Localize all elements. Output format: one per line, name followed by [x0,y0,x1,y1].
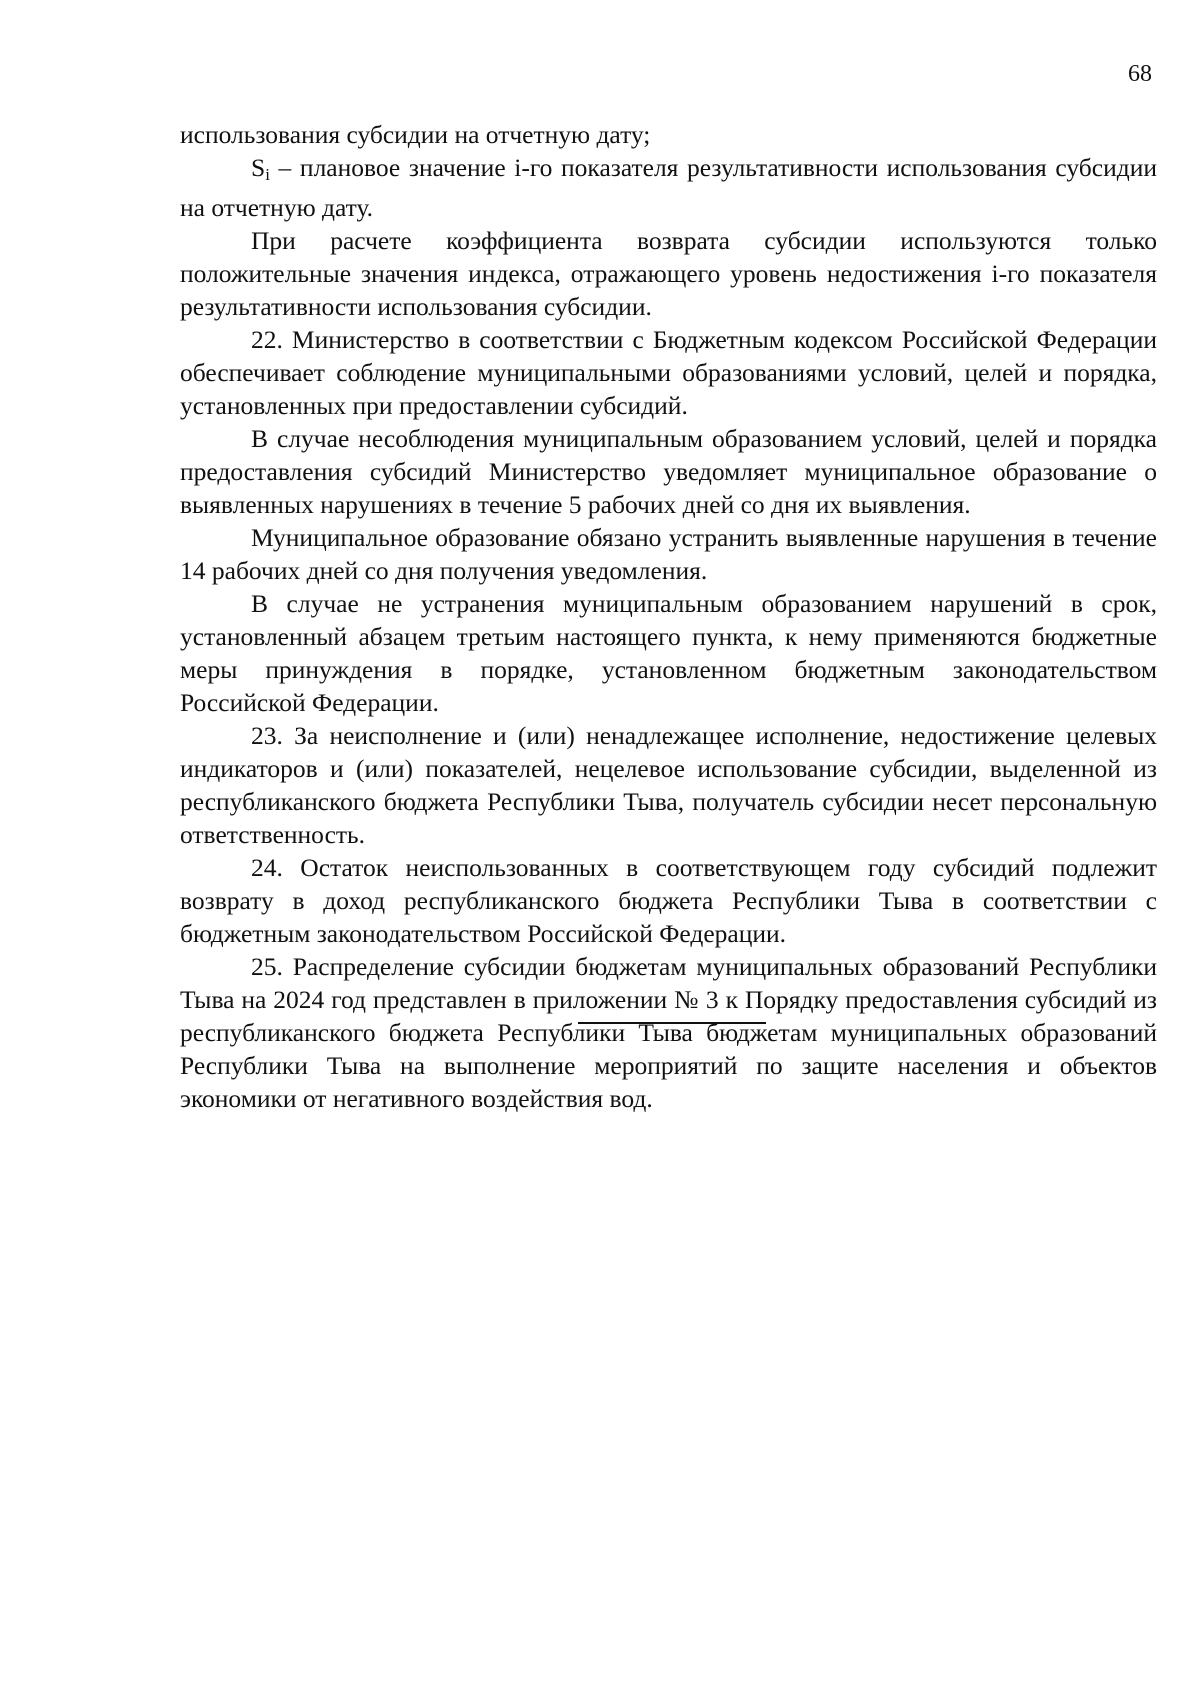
paragraph-si-definition [180,151,1157,224]
page-number: 68 [1128,61,1152,87]
paragraph-enforcement-measures: В случае не устранения муниципальным образованием нарушений в срок, установленный абзацем третьим настоящего пункта, к нему применяются бюджетные меры принуждения в порядке, установленном бюджетным законодательством Российской Федерации. [180,589,1157,717]
symbol-s: S [251,153,266,182]
document-body [180,118,1157,1115]
paragraph-elimination-term: Муниципальное образование обязано устранить выявленные нарушения в течение 14 рабочих дней со дня получения уведомления. [180,523,1157,585]
paragraph-item-25: 25. Распределение субсидии бюджетам муниципальных образований Республики Тыва на 2024 год представлен в приложении № 3 к Порядку предоставления субсидий из республиканского бюджета Республики Тыва бюджетам муниципальных образований Республики Тыва на выполнение мероприятий по защите населения и объектов экономики от негативного воздействия вод. [180,952,1157,1113]
si-definition-text: – плановое значение i-го показателя результативности использования субсидии на отчетную дату. [180,153,1157,222]
paragraph-item-22: 22. Министерство в соответствии с Бюджетным кодексом Российской Федерации обеспечивает соблюдение муниципальными образованиями условий, целей и порядка, установленных при предоставлении субсидий. [180,325,1157,420]
paragraph-positive-values: При расчете коэффициента возврата субсидии используются только положительные значения индекса, отражающего уровень недостижения i-го показателя результативности использования субсидии. [180,226,1157,321]
paragraph-violation-notice: В случае несоблюдения муниципальным образованием условий, целей и порядка предоставления субсидий Министерство уведомляет муниципальное образование о выявленных нарушениях в течение 5 рабочих дней со дня их выявления. [180,424,1157,519]
paragraph-item-23: 23. За неисполнение и (или) ненадлежащее исполнение, недостижение целевых индикаторов и (или) показателей, нецелевое использование субсидии, выделенной из республиканского бюджета Республики Тыва, получатель субсидии несет персональную ответственность. [180,721,1157,849]
end-of-document-rule [578,1022,766,1024]
paragraph-item-24: 24. Остаток неиспользованных в соответствующем году субсидий подлежит возврату в доход республиканского бюджета Республики Тыва в соответствии с бюджетным законодательством Российской Федерации. [180,853,1157,948]
symbol-subscript-i: i [265,165,270,184]
paragraph-continuation: использования субсидии на отчетную дату; [180,120,651,149]
